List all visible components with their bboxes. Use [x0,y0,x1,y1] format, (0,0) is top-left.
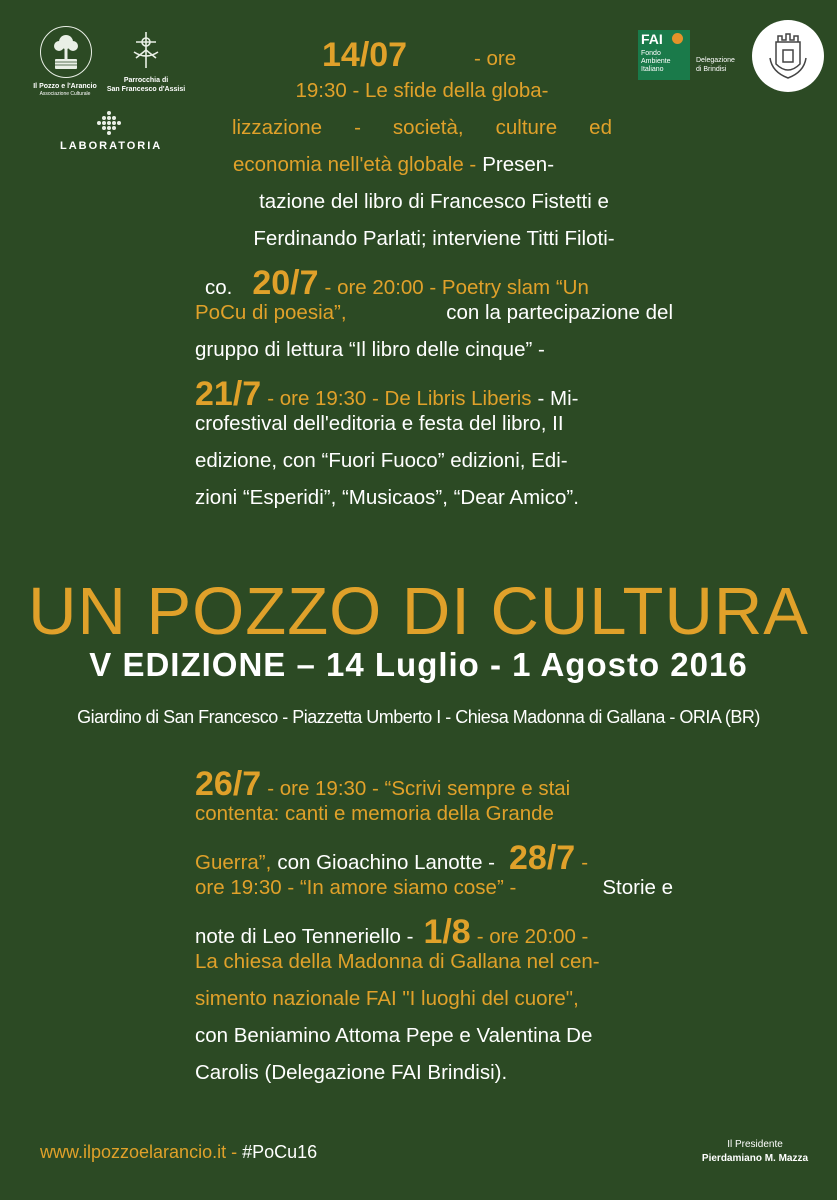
event2-line-4-white: Storie e [602,876,673,899]
event2-line-4 [195,876,673,913]
event1-line-12-text: zioni “Esperidi”, “Musicaos”, “Dear Amico”. [195,486,579,509]
laboratoria-dots-icon [95,110,123,138]
festival-title: UN POZZO DI CULTURA [28,574,809,649]
event1-line-9-orange: - ore 19:30 - De Libris Liberis [267,387,532,410]
municipal-coat-of-arms-icon [752,20,824,92]
parrocchia-emblem-icon [128,30,164,70]
festival-venue: Giardino di San Francesco - Piazzetta Umberto I - Chiesa Madonna di Gallana - ORIA (BR) [77,707,760,727]
event1-line-9-white: - Mi- [537,387,579,410]
event-date-1-8: 1/8 [423,913,471,951]
fai-logo-title: FAI [641,31,663,47]
event1-line-6-prefix: co. [205,276,233,299]
pozzo-logo-subtitle: Associazione Culturale [39,91,91,97]
event2-line-1 [195,765,673,802]
hashtag: #PoCu16 [242,1142,318,1162]
event1-line-10-text: crofestival dell'editoria e festa del libro, II [195,412,564,435]
website-link[interactable]: www.ilpozzoelarancio.it - [40,1142,238,1162]
event1-line-2 [232,116,612,153]
event1-line-9 [195,375,673,412]
fai-deleg-line-1: Delegazione [696,57,735,64]
event1-line-10 [195,412,673,449]
event1-line-7 [195,301,673,338]
event1-intro-lines [232,79,612,153]
event2-line-2-orange: contenta: canti e memoria della Grande [195,802,554,825]
parrocchia-logo-text [100,76,192,94]
parrocchia-line-1: Parrocchia di [123,77,169,84]
president-label: Il Presidente [727,1139,783,1150]
event1-line-3 [195,153,673,190]
parrocchia-line-2: San Francesco d'Assisi [106,86,186,93]
event1-line-6-rest: - ore 20:00 - Poetry slam “Un [324,276,589,299]
event1-line-1 [232,79,612,116]
event2-line-2 [195,802,673,839]
event2-line-9 [195,1061,673,1098]
event1-line-4-text: tazione del libro di Francesco Fistetti e [259,190,609,213]
event1-line-3-white: Presen- [482,153,555,176]
event1-line-8-text: gruppo di lettura “Il libro delle cinque” - [195,338,545,361]
festival-edition-dates: V EDIZIONE – 14 Luglio - 1 Agosto 2016 [89,646,748,683]
event1-line-4 [195,190,673,227]
event-date-14-07: 14/07 [322,36,408,74]
event1-line-1-text: 19:30 - Le sfide della globa- [295,79,549,102]
event2-line-1-orange: - ore 19:30 - “Scrivi sempre e stai [267,777,571,800]
event2-line-5-white: note di Leo Tenneriello - [195,925,414,948]
event2-line-4-orange: ore 19:30 - “In amore siamo cose” - [195,876,517,899]
event1-line-7-white: con la partecipazione del [446,301,673,324]
event-date-21-7: 21/7 [195,375,262,413]
event1-body [195,153,673,523]
fai-sub-line-2: Ambiente [641,58,671,65]
event1-line-2-w2: - [354,116,361,139]
event2-line-5 [195,913,673,950]
event1-line-12 [195,486,673,523]
event1-line-6 [195,264,673,301]
event2-line-3-white: con Gioachino Lanotte - [277,851,496,874]
event1-line-11-text: edizione, con “Fuori Fuoco” edizioni, Edi- [195,449,568,472]
fai-delegation-text [696,56,746,74]
event2-line-3 [195,839,673,876]
event-date-26-7: 26/7 [195,765,262,803]
event2-line-3-orange: Guerra”, [195,851,272,874]
fai-sub-line-1: Fondo [641,50,661,57]
event2-line-3-dash: - [581,851,589,874]
event1-line-11 [195,449,673,486]
president-name: Pierdamiano M. Mazza [701,1153,809,1164]
event1-line-2-w5: ed [589,116,612,139]
event2-body [195,765,673,1098]
pozzo-logo-title: Il Pozzo e l'Arancio [33,83,97,90]
event1-line-2-w4: culture [495,116,558,139]
event1-line-2-w1: lizzazione [232,116,323,139]
event2-line-6-orange: La chiesa della Madonna di Gallana nel cen- [195,950,600,973]
event1-line-8 [195,338,673,375]
fai-sub-line-3: Italiano [641,66,664,73]
event1-line-7-orange: PoCu di poesia”, [195,301,347,324]
event1-line-2-w3: società, [392,116,464,139]
event2-line-7 [195,987,673,1024]
event2-line-6 [195,950,673,987]
fai-dot-icon [672,33,683,44]
fai-logo-subtitle [641,50,691,74]
pozzo-arancio-logo [40,26,92,78]
event2-line-9-white: Carolis (Delegazione FAI Brindisi). [195,1061,508,1084]
event2-line-8 [195,1024,673,1061]
event-time-label: - ore [474,47,517,70]
footer-links [40,1142,317,1163]
event-date-20-7: 20/7 [252,264,319,302]
event1-line-5-text: Ferdinando Parlati; interviene Titti Filoti- [253,227,615,250]
fai-deleg-line-2: di Brindisi [696,66,727,73]
event2-line-5-orange: - ore 20:00 - [476,925,589,948]
event1-line-5 [195,227,673,264]
event-date-28-7: 28/7 [509,839,576,877]
laboratoria-logo-text: LABORATORIA [60,140,163,152]
event2-line-7-orange: simento nazionale FAI "I luoghi del cuore", [195,987,579,1010]
event1-line-3-orange: economia nell'età globale - [233,153,477,176]
event2-line-8-white: con Beniamino Attoma Pepe e Valentina De [195,1024,593,1047]
